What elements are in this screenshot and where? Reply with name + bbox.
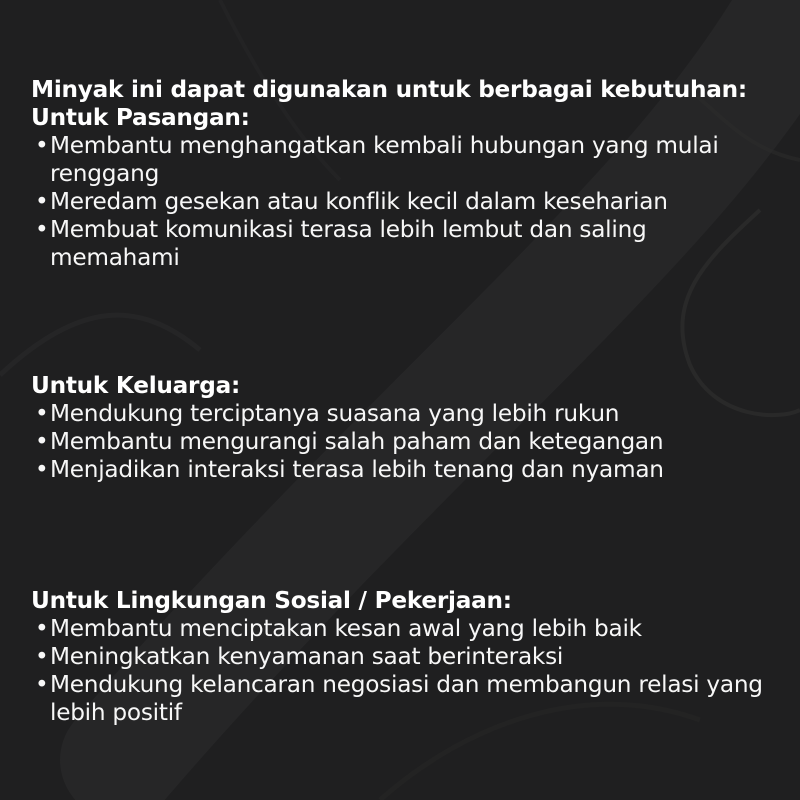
bullet-item (31, 615, 781, 643)
bullet-text: Meredam gesekan atau konflik kecil dalam keseharian (50, 188, 668, 215)
bullet-text: Membantu mengurangi salah paham dan ketegangan (50, 428, 664, 455)
bullet-text: Membantu menghangatkan kembali hubungan yang mulai renggang (50, 132, 719, 187)
bullet-item (31, 428, 781, 456)
bullet-item (31, 671, 781, 727)
section-heading: Untuk Pasangan: (31, 104, 250, 131)
bullet-item (31, 456, 781, 484)
bullet-text: Meningkatkan kenyamanan saat berinteraksi (50, 643, 564, 670)
section-pasangan (31, 104, 781, 272)
bullet-text: Menjadikan interaksi terasa lebih tenang dan nyaman (50, 456, 664, 483)
bullet-icon: • (35, 132, 49, 159)
section-heading: Untuk Lingkungan Sosial / Pekerjaan: (31, 587, 512, 614)
bullet-icon: • (35, 643, 49, 670)
bullet-text: Mendukung kelancaran negosiasi dan membangun relasi yang lebih positif (50, 671, 763, 726)
bullet-icon: • (35, 428, 49, 455)
section-sosial-pekerjaan (31, 587, 781, 727)
bullet-list (31, 615, 781, 727)
section-spacer (31, 484, 781, 587)
bullet-list (31, 132, 781, 272)
bullet-icon: • (35, 400, 49, 427)
bullet-item (31, 132, 781, 188)
section-keluarga (31, 372, 781, 484)
bullet-icon: • (35, 188, 49, 215)
bullet-item (31, 216, 781, 272)
section-heading: Untuk Keluarga: (31, 372, 241, 399)
section-spacer (31, 272, 781, 372)
intro-heading: Minyak ini dapat digunakan untuk berbagai kebutuhan: (31, 76, 747, 103)
bullet-item (31, 643, 781, 671)
bullet-text: Membantu menciptakan kesan awal yang lebih baik (50, 615, 642, 642)
bullet-icon: • (35, 216, 49, 243)
bullet-item (31, 400, 781, 428)
bullet-list (31, 400, 781, 484)
bullet-icon: • (35, 456, 49, 483)
bullet-text: Mendukung terciptanya suasana yang lebih rukun (50, 400, 620, 427)
bullet-icon: • (35, 615, 49, 642)
bullet-item (31, 188, 781, 216)
bullet-text: Membuat komunikasi terasa lebih lembut dan saling memahami (50, 216, 647, 271)
main-content (31, 76, 781, 727)
bullet-icon: • (35, 671, 49, 698)
